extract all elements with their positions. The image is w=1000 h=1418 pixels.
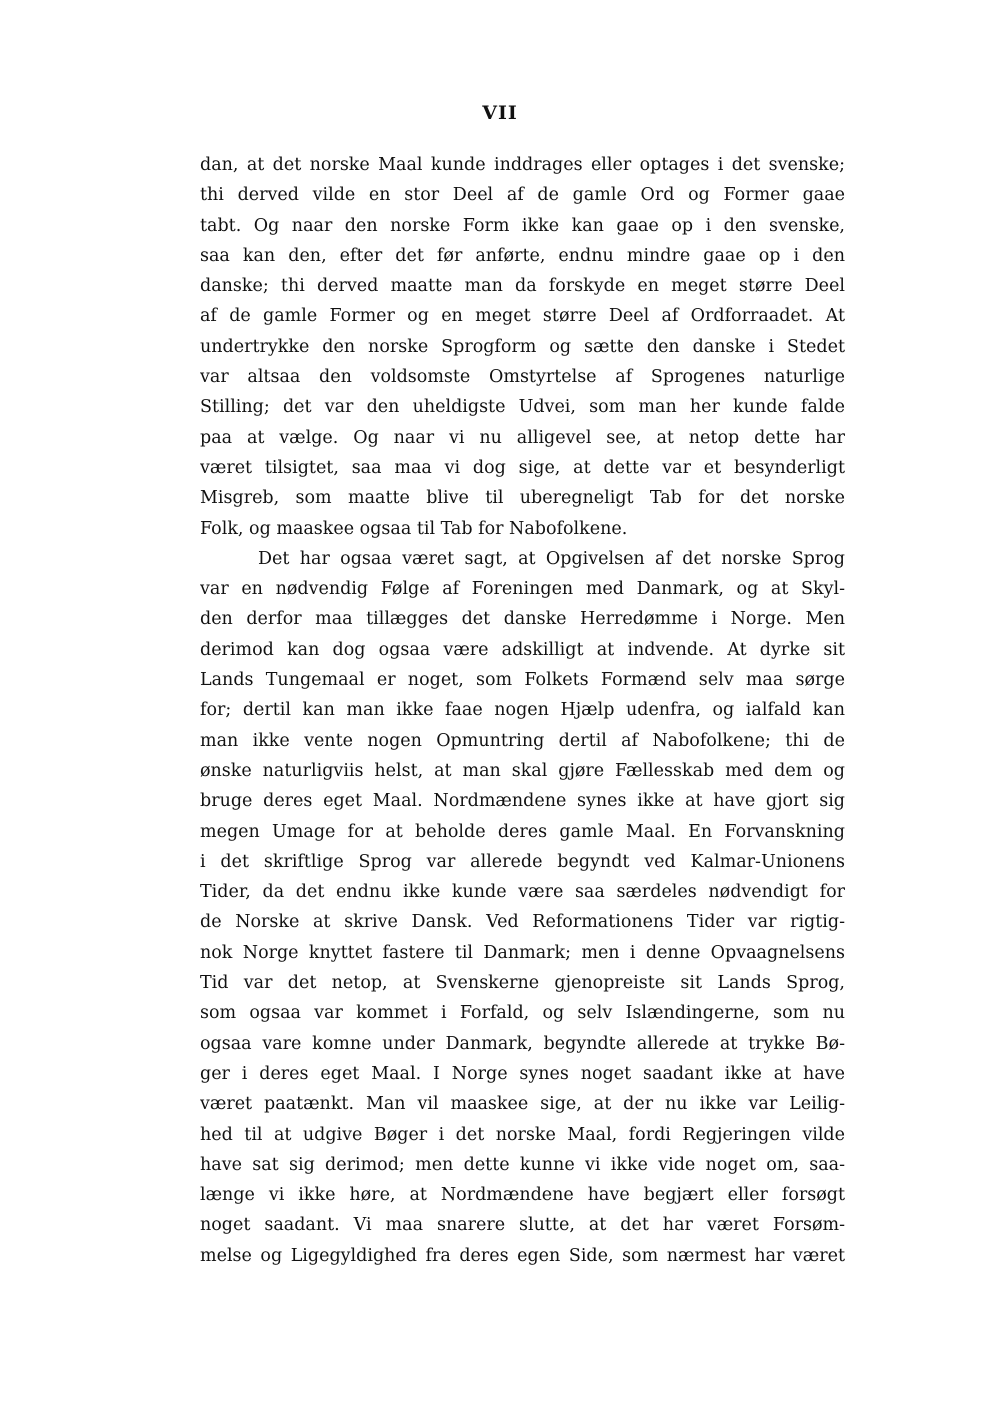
text-line: danske; thi derved maatte man da forskyde en meget større Deel <box>200 276 845 297</box>
text-line: ønske naturligviis helst, at man skal gjøre Fællesskab med dem og <box>200 760 845 781</box>
text-line: Misgreb, som maatte blive til uberegneligt Tab for det norske <box>200 488 845 509</box>
text-line: af de gamle Former og en meget større Deel af Ordforraadet. At <box>200 306 845 327</box>
text-line: var en nødvendig Følge af Foreningen med Danmark, og at Skyl- <box>200 579 845 600</box>
text-line: de Norske at skrive Dansk. Ved Reformationens Tider var rigtig- <box>200 912 845 933</box>
body-text <box>200 150 845 1271</box>
text-line: hed til at udgive Bøger i det norske Maal, fordi Regjeringen vilde <box>200 1124 845 1145</box>
text-line: som ogsaa var kommet i Forfald, og selv Islændingerne, som nu <box>200 1003 845 1024</box>
text-line-paragraph-start: Det har ogsaa været sagt, at Opgivelsen af det norske Sprog <box>258 548 845 569</box>
text-line: undertrykke den norske Sprogform og sætte den danske i Stedet <box>200 336 845 357</box>
text-line: ogsaa vare komne under Danmark, begyndte allerede at trykke Bø- <box>200 1033 845 1054</box>
text-line: Stilling; det var den uheldigste Udvei, som man her kunde falde <box>200 397 845 418</box>
text-line: paa at vælge. Og naar vi nu alligevel see, at netop dette har <box>200 427 845 448</box>
text-line: Tider, da det endnu ikke kunde være saa særdeles nødvendigt for <box>200 882 845 903</box>
text-line: megen Umage for at beholde deres gamle Maal. En Forvanskning <box>200 821 845 842</box>
text-line: ger i deres eget Maal. I Norge synes noget saadant ikke at have <box>200 1063 845 1084</box>
page-number: VII <box>482 102 518 124</box>
text-line: nok Norge knyttet fastere til Danmark; men i denne Opvaagnelsens <box>200 942 845 963</box>
text-line: dan, at det norske Maal kunde inddrages eller optages i det svenske; <box>200 155 845 175</box>
text-line-paragraph-end: Folk, og maaskee ogsaa til Tab for Nabofolkene. <box>200 518 628 539</box>
text-line: længe vi ikke høre, at Nordmændene have begjært eller forsøgt <box>200 1185 845 1206</box>
text-line: Lands Tungemaal er noget, som Folkets Formænd selv maa sørge <box>200 670 845 691</box>
text-line: saa kan den, efter det før anførte, endnu mindre gaae op i den <box>200 245 845 266</box>
text-line: have sat sig derimod; men dette kunne vi ikke vide noget om, saa- <box>200 1154 845 1175</box>
text-line: thi derved vilde en stor Deel af de gamle Ord og Former gaae <box>200 185 845 206</box>
text-line: melse og Ligegyldighed fra deres egen Side, som nærmest har været <box>200 1245 845 1266</box>
text-line: været paatænkt. Man vil maaskee sige, at der nu ikke var Leilig- <box>200 1094 845 1115</box>
text-line: været tilsigtet, saa maa vi dog sige, at dette var et besynderligt <box>200 457 845 478</box>
text-line: Tid var det netop, at Svenskerne gjenopreiste sit Lands Sprog, <box>200 973 845 994</box>
text-line: den derfor maa tillægges det danske Herredømme i Norge. Men <box>200 609 845 630</box>
text-line: var altsaa den voldsomste Omstyrtelse af Sprogenes naturlige <box>200 367 845 388</box>
text-line: i det skriftlige Sprog var allerede begyndt ved Kalmar-Unionens <box>200 851 845 872</box>
text-line: bruge deres eget Maal. Nordmændene synes ikke at have gjort sig <box>200 791 845 812</box>
text-line: tabt. Og naar den norske Form ikke kan gaae op i den svenske, <box>200 215 845 236</box>
text-line: noget saadant. Vi maa snarere slutte, at det har været Forsøm- <box>200 1215 845 1236</box>
text-line: for; dertil kan man ikke faae nogen Hjælp udenfra, og ialfald kan <box>200 700 845 721</box>
text-line: derimod kan dog ogsaa være adskilligt at indvende. At dyrke sit <box>200 639 845 660</box>
text-line: man ikke vente nogen Opmuntring dertil af Nabofolkene; thi de <box>200 730 845 751</box>
